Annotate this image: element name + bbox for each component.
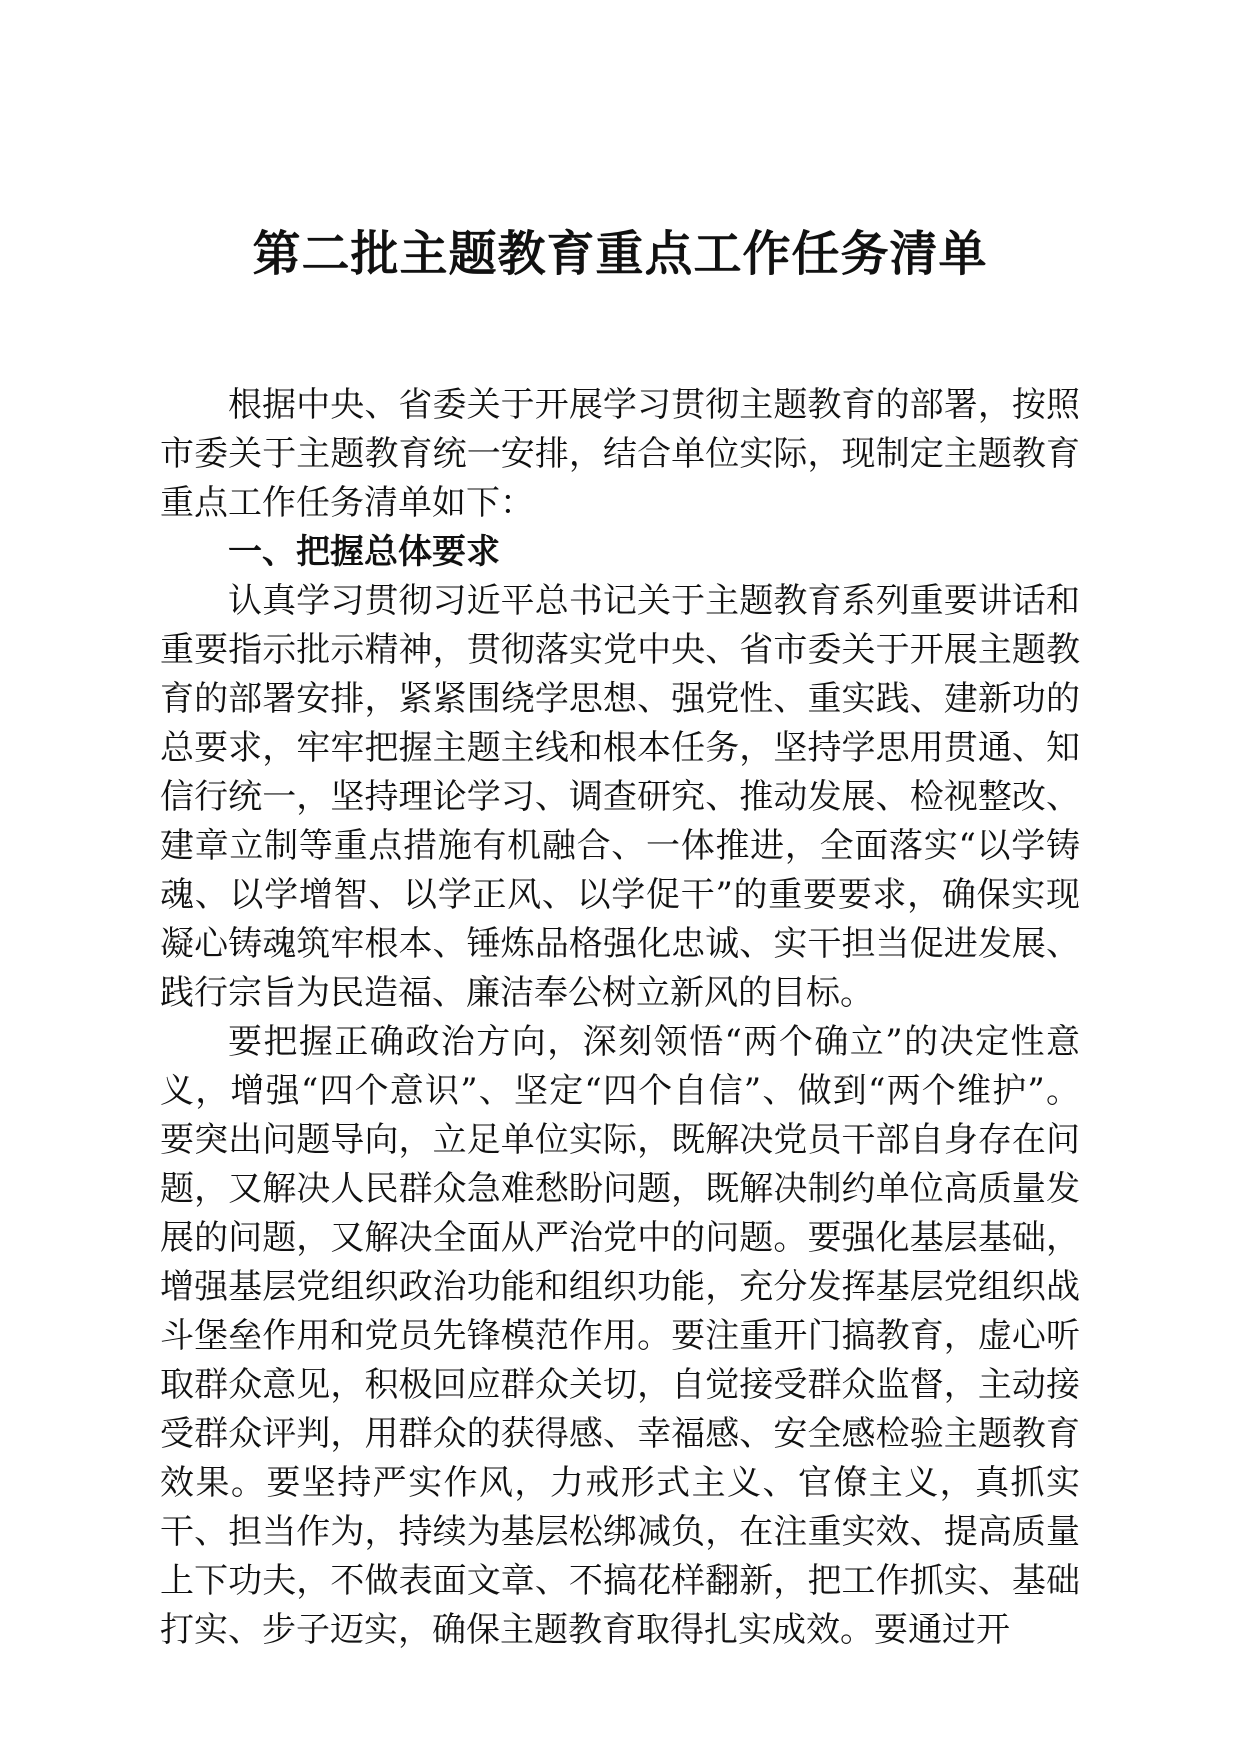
section-heading: 一、把握总体要求 (228, 532, 500, 572)
document-title: 第二批主题教育重点工作任务清单 (252, 226, 988, 282)
document-body (160, 381, 1080, 1655)
body-paragraph-1: 认真学习贯彻习近平总书记关于主题教育系列重要讲话和重要指示批示精神，贯彻落实党中央、省市委关于开展主题教育的部署安排，紧紧围绕学思想、强党性、重实践、建新功的总要求，牢牢把握主题主线和根本任务，坚持学思用贯通、知信行统一，坚持理论学习、调查研究、推动发展、检视整改、建章立制等重点措施有机融合、一体推进，全面落实“以学铸魂、以学增智、以学正风、以学促干”的重要要求，确保实现凝心铸魂筑牢根本、锤炼品格强化忠诚、实干担当促进发展、践行宗旨为民造福、廉洁奉公树立新风的目标。 (160, 581, 1080, 1013)
intro-paragraph: 根据中央、省委关于开展学习贯彻主题教育的部署，按照市委关于主题教育统一安排，结合单位实际，现制定主题教育重点工作任务清单如下： (160, 385, 1080, 523)
body-paragraph-2: 要把握正确政治方向，深刻领悟“两个确立”的决定性意义，增强“四个意识”、坚定“四个自信”、做到“两个维护”。要突出问题导向，立足单位实际，既解决党员干部自身存在问题，又解决人民群众急难愁盼问题，既解决制约单位高质量发展的问题，又解决全面从严治党中的问题。要强化基层基础，增强基层党组织政治功能和组织功能，充分发挥基层党组织战斗堡垒作用和党员先锋模范作用。要注重开门搞教育，虚心听取群众意见，积极回应群众关切，自觉接受群众监督，主动接受群众评判，用群众的获得感、幸福感、安全感检验主题教育效果。要坚持严实作风，力戒形式主义、官僚主义，真抓实干、担当作为，持续为基层松绑减负，在注重实效、提高质量上下功夫，不做表面文章、不搞花样翻新，把工作抓实、基础打实、步子迈实，确保主题教育取得扎实成效。要通过开 (160, 1022, 1080, 1650)
